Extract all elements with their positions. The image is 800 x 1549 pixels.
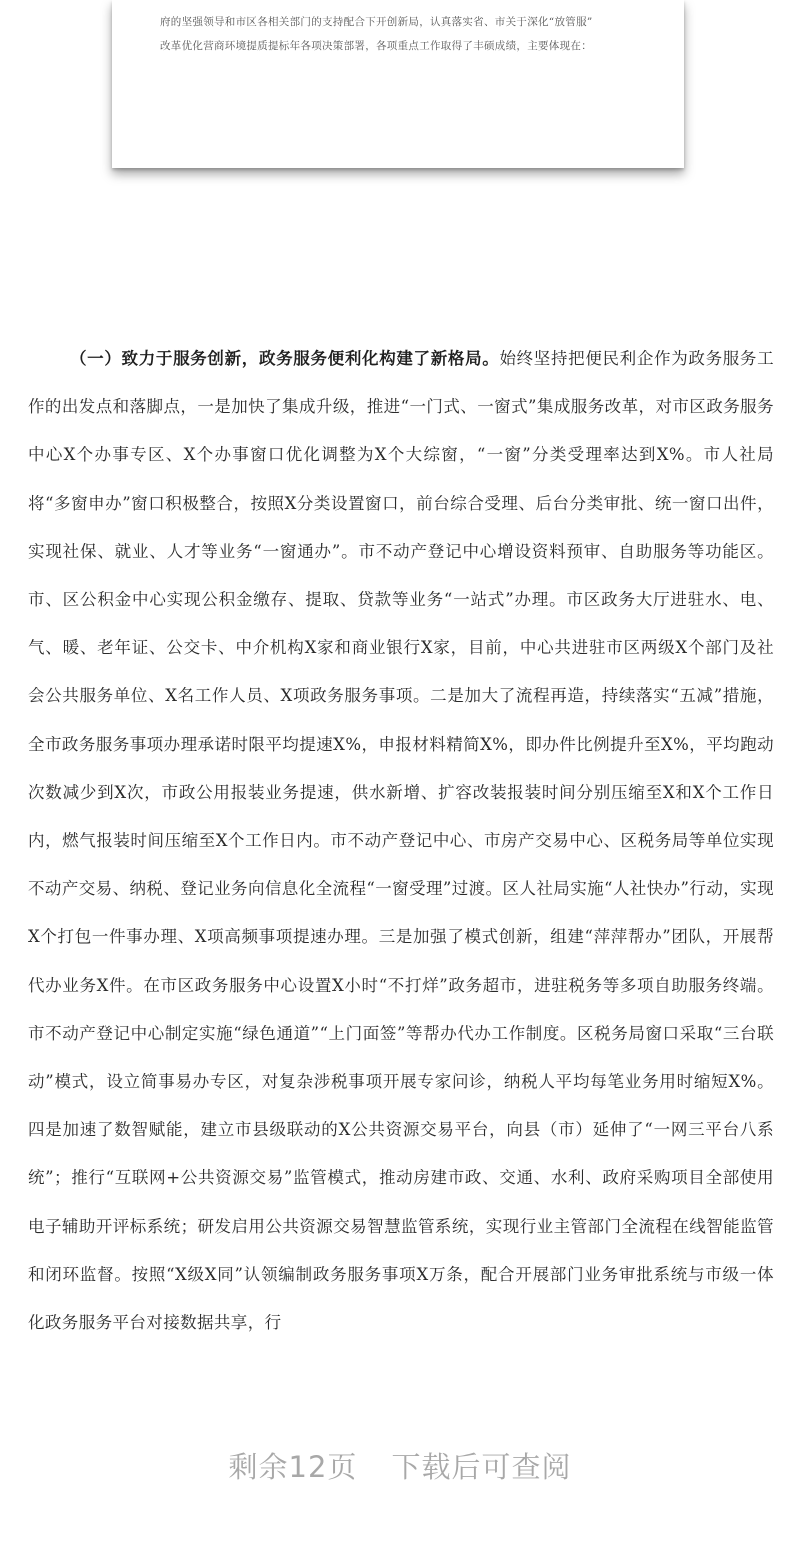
section-heading: （一）致力于服务创新，政务服务便利化构建了新格局。 [70, 349, 500, 368]
remaining-pages-label: 剩余12页 [228, 1450, 358, 1484]
download-hint-label: 下载后可查阅 [391, 1450, 572, 1484]
remaining-pages-notice [0, 1445, 800, 1486]
document-preview-card [112, 0, 684, 168]
preview-line: 改革优化营商环境提质提标年各项决策部署，各项重点工作取得了丰硕成绩，主要体现在： [160, 40, 592, 52]
preview-line: 府的坚强领导和市区各相关部门的支持配合下开创新局，认真落实省、市关于深化“放管服” [160, 16, 593, 28]
section-body: 始终坚持把便民利企作为政务服务工作的出发点和落脚点，一是加快了集成升级，推进“一门式、一窗式”集成服务改革，对市区政务服务中心X个办事专区、X个办事窗口优化调整为X个大综窗，“一窗”分类受理率达到X%。市人社局将“多窗申办”窗口积极整合，按照X分类设置窗口，前台综合受理、后台分类审批、统一窗口出件，实现社保、就业、人才等业务“一窗通办”。市不动产登记中心增设资料预审、自助服务等功能区。市、区公积金中心实现公积金缴存、提取、贷款等业务“一站式”办理。市区政务大厅进驻水、电、气、暖、老年证、公交卡、中介机构X家和商业银行X家，目前，中心共进驻市区两级X个部门及社会公共服务单位、X名工作人员、X项政务服务事项。二是加大了流程再造，持续落实“五减”措施，全市政务服务事项办理承诺时限平均提速X%，申报材料精简X%，即办件比例提升至X%，平均跑动次数减少到X次，市政公用报装业务提速，供水新增、扩容改装报装时间分别压缩至X和X个工作日内，燃气报装时间压缩至X个工作日内。市不动产登记中心、市房产交易中心、区税务局等单位实现不动产交易、纳税、登记业务向信息化全流程“一窗受理”过渡。区人社局实施“人社快办”行动，实现X个打包一件事办理、X项高频事项提速办理。三是加强了模式创新，组建“萍萍帮办”团队，开展帮代办业务X件。在市区政务服务中心设置X小时“不打烊”政务超市，进驻税务等多项自助服务终端。市不动产登记中心制定实施“绿色通道”“上门面签”等帮办代办工作制度。区税务局窗口采取“三台联动”模式，设立简事易办专区，对复杂涉税事项开展专家问诊，纳税人平均每笔业务用时缩短X%。四是加速了数智赋能，建立市县级联动的X公共资源交易平台，向县（市）延伸了“一网三平台八系统”；推行“互联网+公共资源交易”监管模式，推动房建市政、交通、水利、政府采购项目全部使用电子辅助开评标系统；研发启用公共资源交易智慧监管系统，实现行业主管部门全流程在线智能监管和闭环监督。按照“X级X同”认领编制政务服务事项X万条，配合开展部门业务审批系统与市级一体化政务服务平台对接数据共享，行 [28, 349, 774, 1333]
document-body [28, 335, 774, 1347]
section-paragraph [28, 335, 774, 1347]
